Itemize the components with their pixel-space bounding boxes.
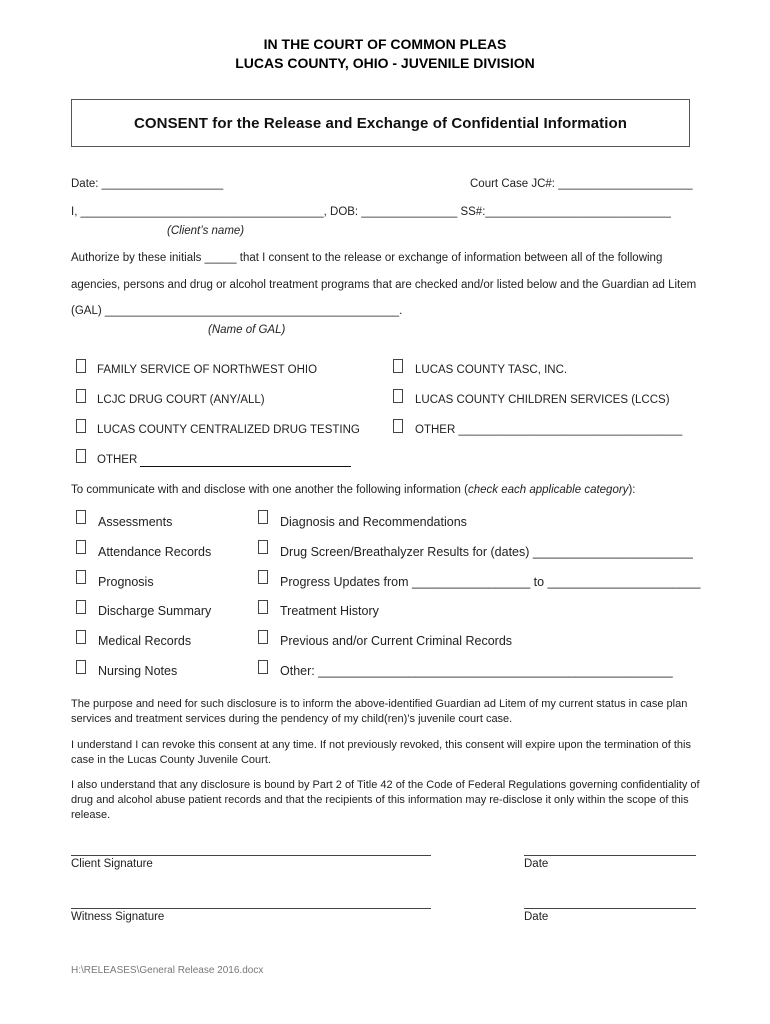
category-checkbox[interactable] xyxy=(258,510,268,524)
client-name-caption: (Client’s name) xyxy=(167,225,245,237)
cfr-paragraph: I also understand that any disclosure is bound by Part 2 of Title 42 of the Code of Federal Regulations governing confidentiality of drug and alcohol abuse patient records and that the recipients of this information may re-disclose it only within the scope of this release. xyxy=(71,779,700,821)
client-signature-line[interactable] xyxy=(71,855,431,856)
file-path-footer: H:\RELEASES\General Release 2016.docx xyxy=(71,965,264,976)
form-title: CONSENT for the Release and Exchange of Confidential Information xyxy=(133,114,628,132)
category-checkbox[interactable] xyxy=(76,630,86,644)
agency-checkbox[interactable] xyxy=(76,389,86,403)
category-checkbox[interactable] xyxy=(76,570,86,584)
agency-checkbox[interactable] xyxy=(76,449,86,463)
authorize-text: Authorize by these initials _____ that I consent to the release or exchange of information between all of the following xyxy=(71,252,663,264)
purpose-paragraph: The purpose and need for such disclosure is to inform the above-identified Guardian ad Litem of my current status in case plan services and treatment services during the pendency of my child(ren)’s juvenile court case. xyxy=(71,698,688,725)
agency-checkbox[interactable] xyxy=(393,359,403,373)
agency-label: LUCAS COUNTY CHILDREN SERVICES (LCCS) xyxy=(415,394,670,406)
category-checkbox[interactable] xyxy=(76,540,86,554)
category-label: Prognosis xyxy=(98,575,154,589)
revoke-paragraph: I understand I can revoke this consent at any time. If not previously revoked, this consent will expire upon the termination of this case in the Lucas County Juvenile Court. xyxy=(71,739,691,766)
category-label: Assessments xyxy=(98,515,173,529)
court-case-field[interactable]: Court Case JC#: _____________________ xyxy=(470,178,693,190)
gal-name-line[interactable]: (GAL) ______________________________________________. xyxy=(71,305,403,317)
category-checkbox[interactable] xyxy=(76,660,86,674)
category-checkbox[interactable] xyxy=(258,630,268,644)
category-checkbox[interactable] xyxy=(258,600,268,614)
category-label: Discharge Summary xyxy=(98,604,212,618)
category-label: Treatment History xyxy=(280,604,379,618)
category-checkbox[interactable] xyxy=(258,540,268,554)
category-label: Other: ___________________________________________________ xyxy=(280,664,673,678)
client-date-label: Date xyxy=(524,858,549,870)
category-checkbox[interactable] xyxy=(258,660,268,674)
agency-label: LUCAS COUNTY TASC, INC. xyxy=(415,364,568,376)
agency-checkbox[interactable] xyxy=(393,419,403,433)
category-label: Diagnosis and Recommendations xyxy=(280,515,467,529)
agency-checkbox[interactable] xyxy=(76,419,86,433)
agency-label: OTHER xyxy=(97,454,138,466)
witness-date-line[interactable] xyxy=(524,908,696,909)
category-label: Attendance Records xyxy=(98,545,212,559)
communicate-instruction: To communicate with and disclose with one another the following information (check each applicable category): xyxy=(71,484,636,496)
court-name: IN THE COURT OF COMMON PLEAS xyxy=(263,36,507,52)
category-checkbox[interactable] xyxy=(76,510,86,524)
court-division: LUCAS COUNTY, OHIO - JUVENILE DIVISION xyxy=(235,55,535,71)
agency-label: LUCAS COUNTY CENTRALIZED DRUG TESTING xyxy=(97,424,360,436)
category-label: Medical Records xyxy=(98,634,192,648)
agencies-text: agencies, persons and drug or alcohol treatment programs that are checked and/or listed below and the Guardian ad Litem xyxy=(71,279,697,291)
witness-date-label: Date xyxy=(524,911,549,923)
form-title-box xyxy=(71,99,690,147)
client-signature-label: Client Signature xyxy=(71,858,153,870)
agency-label: LCJC DRUG COURT (ANY/ALL) xyxy=(97,394,265,406)
category-label: Previous and/or Current Criminal Records xyxy=(280,634,513,648)
client-date-line[interactable] xyxy=(524,855,696,856)
witness-signature-line[interactable] xyxy=(71,908,431,909)
category-checkbox[interactable] xyxy=(76,600,86,614)
agency-label: FAMILY SERVICE OF NORThWEST OHIO xyxy=(97,364,318,376)
category-checkbox[interactable] xyxy=(258,570,268,584)
agency-label: OTHER ___________________________________ xyxy=(415,424,683,436)
agency-checkbox[interactable] xyxy=(393,389,403,403)
agency-checkbox[interactable] xyxy=(76,359,86,373)
category-label: Nursing Notes xyxy=(98,664,178,678)
other-agency-line[interactable] xyxy=(140,466,351,467)
category-label: Drug Screen/Breathalyzer Results for (dates) _______________________ xyxy=(280,545,693,559)
client-name-dob-ssn-line[interactable]: I, ______________________________________, DOB: _______________ SS#:_____________________________ xyxy=(71,206,671,218)
gal-caption: (Name of GAL) xyxy=(208,324,286,336)
category-label: Progress Updates from _________________ to ______________________ xyxy=(280,575,701,589)
witness-signature-label: Witness Signature xyxy=(71,911,165,923)
date-field[interactable]: Date: ___________________ xyxy=(71,178,224,190)
